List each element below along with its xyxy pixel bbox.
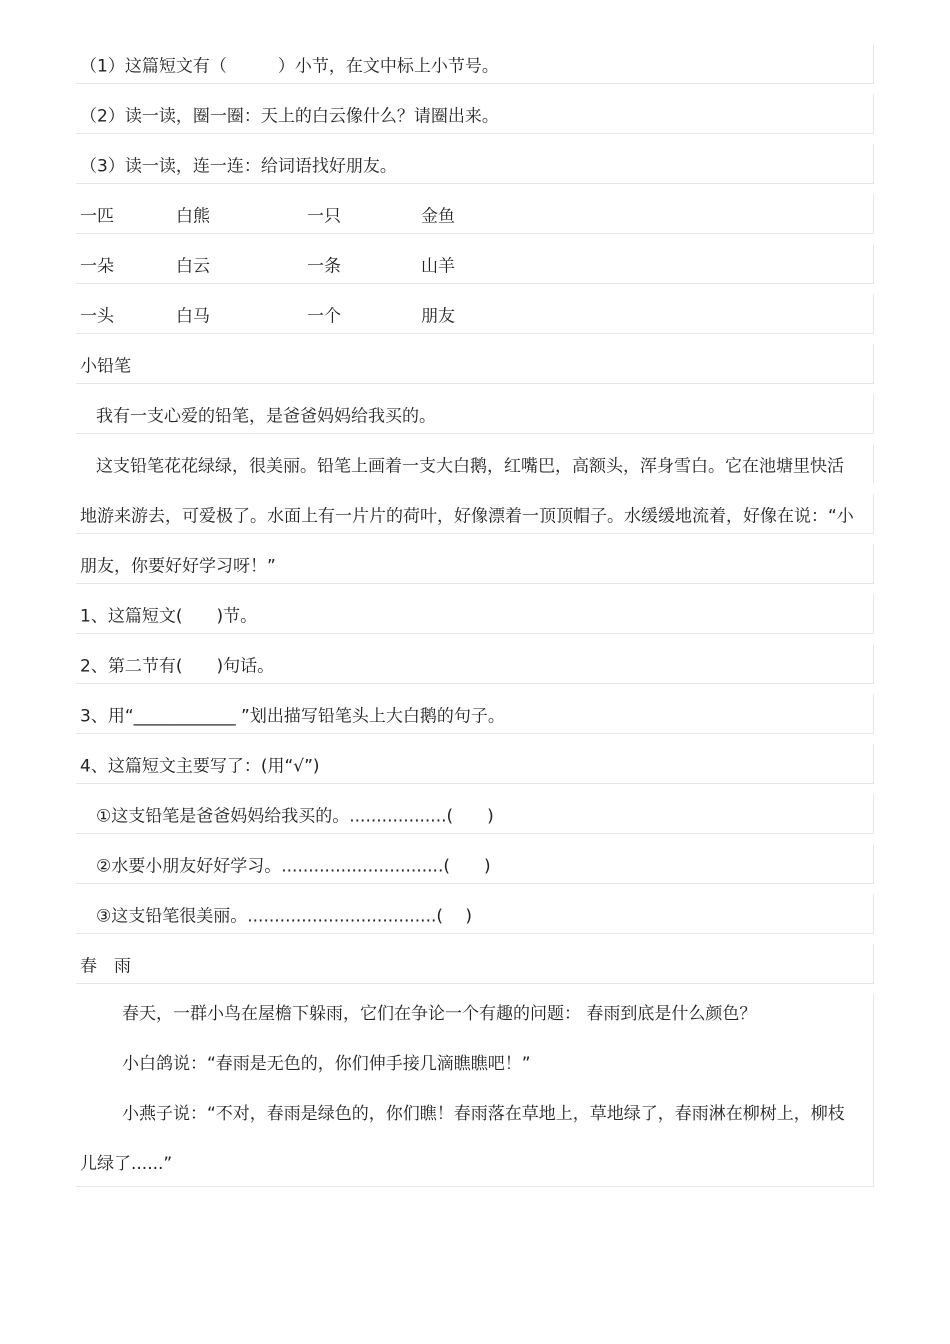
match-word: 一匹 bbox=[80, 206, 114, 226]
option-text: ③这支铅笔很美丽。...................................( ) bbox=[96, 906, 473, 926]
paragraph-row bbox=[76, 394, 874, 434]
match-word: 一朵 bbox=[80, 256, 114, 276]
question-row bbox=[76, 94, 874, 134]
question-text: 3、用“____________ ”划出描写铅笔头上大白鹅的句子。 bbox=[80, 706, 505, 726]
question-row bbox=[76, 644, 874, 684]
option-row bbox=[76, 794, 874, 834]
match-word: 金鱼 bbox=[421, 206, 455, 226]
paragraph-text: 我有一支心爱的铅笔，是爸爸妈妈给我买的。 bbox=[96, 406, 436, 426]
question-row bbox=[76, 594, 874, 634]
question-text: （1）这篇短文有（ ）小节，在文中标上小节号。 bbox=[80, 56, 499, 76]
question-row bbox=[76, 144, 874, 184]
paragraph-text: 地游来游去，可爱极了。水面上有一片片的荷叶，好像漂着一顶顶帽子。水缓缓地流着，好像在说：“小 bbox=[80, 506, 854, 526]
paragraph-text: 这支铅笔花花绿绿，很美丽。铅笔上画着一支大白鹅，红嘴巴，高额头，浑身雪白。它在池塘里快活 bbox=[96, 456, 844, 477]
paragraph-text: 小白鸽说：“春雨是无色的，你们伸手接几滴瞧瞧吧！” bbox=[122, 1054, 531, 1074]
match-word: 山羊 bbox=[421, 256, 455, 276]
question-text: （3）读一读，连一连：给词语找好朋友。 bbox=[80, 156, 397, 176]
option-row bbox=[76, 844, 874, 884]
match-word: 一条 bbox=[307, 256, 341, 276]
paragraph-row bbox=[76, 444, 874, 484]
match-row bbox=[76, 294, 874, 334]
paragraph-row bbox=[76, 544, 874, 584]
passage-title-row bbox=[76, 344, 874, 384]
option-text: ①这支铅笔是爸爸妈妈给我买的。..................( ) bbox=[96, 806, 494, 826]
question-text: （2）读一读，圈一圈：天上的白云像什么？请圈出来。 bbox=[80, 106, 499, 126]
question-row bbox=[76, 694, 874, 734]
question-row bbox=[76, 44, 874, 84]
paragraph-text: 朋友，你要好好学习呀！” bbox=[80, 556, 276, 576]
match-word: 一个 bbox=[307, 306, 341, 326]
option-row bbox=[76, 894, 874, 934]
question-text: 2、第二节有( )句话。 bbox=[80, 656, 275, 676]
passage-title: 春 雨 bbox=[80, 956, 131, 976]
match-row bbox=[76, 244, 874, 284]
paragraph-text: 儿绿了......” bbox=[80, 1154, 173, 1174]
match-word: 朋友 bbox=[421, 306, 455, 326]
passage-title-row bbox=[76, 944, 874, 984]
passage-title: 小铅笔 bbox=[80, 356, 131, 376]
paragraph-block bbox=[76, 994, 874, 1187]
option-text: ②水要小朋友好好学习。..............................( ) bbox=[96, 856, 491, 876]
match-word: 白云 bbox=[176, 256, 210, 276]
match-word: 一只 bbox=[307, 206, 341, 226]
question-text: 4、这篇短文主要写了：(用“√”) bbox=[80, 756, 320, 776]
paragraph-row bbox=[76, 494, 874, 534]
paragraph-text: 小燕子说：“不对，春雨是绿色的，你们瞧！春雨落在草地上，草地绿了，春雨淋在柳树上，柳枝 bbox=[122, 1104, 845, 1124]
match-word: 白马 bbox=[176, 306, 210, 326]
match-word: 白熊 bbox=[176, 206, 210, 226]
match-word: 一头 bbox=[80, 306, 114, 326]
question-row bbox=[76, 744, 874, 784]
match-row bbox=[76, 194, 874, 234]
paragraph-text: 春天，一群小鸟在屋檐下躲雨，它们在争论一个有趣的问题： 春雨到底是什么颜色？ bbox=[122, 1004, 757, 1024]
question-text: 1、这篇短文( )节。 bbox=[80, 606, 258, 626]
